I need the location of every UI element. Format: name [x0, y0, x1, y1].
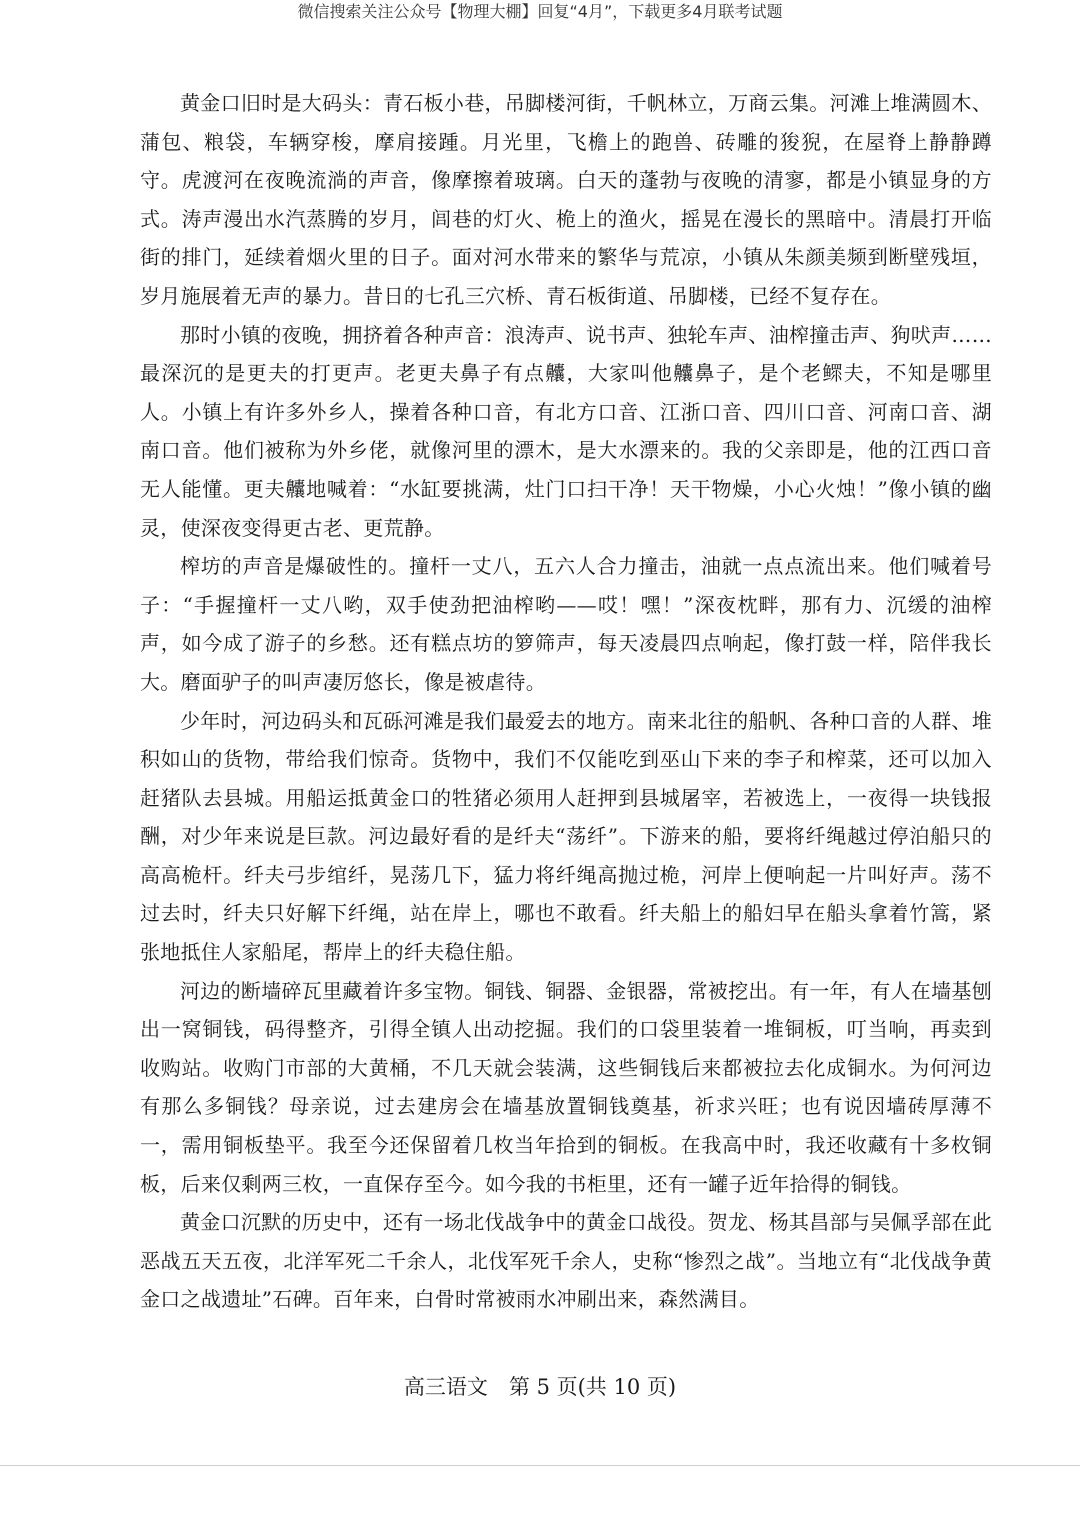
paragraph-3: 榨坊的声音是爆破性的。撞杆一丈八，五六人合力撞击，油就一点点流出来。他们喊着号子：“手握撞杆一丈八哟，双手使劲把油榨哟——哎！嘿！”深夜枕畔，那有力、沉缓的油榨声，如今成了游子的乡愁。还有糕点坊的箩筛声，每天凌晨四点响起，像打鼓一样，陪伴我长大。磨面驴子的叫声凄厉悠长，像是被虐待。 — [140, 554, 992, 694]
paragraph-1: 黄金口旧时是大码头：青石板小巷，吊脚楼河街，千帆林立，万商云集。河滩上堆满圆木、蒲包、粮袋，车辆穿梭，摩肩接踵。月光里，飞檐上的跑兽、砖雕的狻猊，在屋脊上静静蹲守。虎渡河在夜晚流淌的声音，像摩擦着玻璃。白天的蓬勃与夜晚的清寥，都是小镇显身的方式。涛声漫出水汽蒸腾的岁月，闾巷的灯火、桅上的渔火，摇晃在漫长的黑暗中。清晨打开临街的排门，延续着烟火里的日子。面对河水带来的繁华与荒凉，小镇从朱颜美频到断壁残垣，岁月施展着无声的暴力。昔日的七孔三穴桥、青石板街道、吊脚楼，已经不复存在。 — [140, 91, 992, 308]
paragraph-4: 少年时，河边码头和瓦砾河滩是我们最爱去的地方。南来北往的船帆、各种口音的人群、堆积如山的货物，带给我们惊奇。货物中，我们不仅能吃到巫山下来的李子和榨菜，还可以加入赶猪队去县城。用船运抵黄金口的牲猪必须用人赶押到县城屠宰，若被选上，一夜得一块钱报酬，对少年来说是巨款。河边最好看的是纤夫“荡纤”。下游来的船，要将纤绳越过停泊船只的高高桅杆。纤夫弓步绾纤，晃荡几下，猛力将纤绳高抛过桅，河岸上便响起一片叫好声。荡不过去时，纤夫只好解下纤绳，站在岸上，哪也不敢看。纤夫船上的船妇早在船头拿着竹篙，紧张地抵住人家船尾，帮岸上的纤夫稳住船。 — [140, 708, 992, 965]
top-banner: 微信搜索关注公众号【物理大棚】回复“4月”，下载更多4月联考试题 — [297, 2, 783, 21]
page-divider — [0, 1465, 1080, 1466]
paragraph-2: 那时小镇的夜晚，拥挤着各种声音：浪涛声、说书声、独轮车声、油榨撞击声、狗吠声……最深沉的是更夫的打更声。老更夫鼻子有点齉，大家叫他齉鼻子，是个老鳏夫，不知是哪里人。小镇上有许多外乡人，操着各种口音，有北方口音、江浙口音、四川口音、河南口音、湖南口音。他们被称为外乡佬，就像河里的漂木，是大水漂来的。我的父亲即是，他的江西口音无人能懂。更夫齉地喊着：“水缸要挑满，灶门口扫干净！天干物燥，小心火烛！”像小镇的幽灵，使深夜变得更古老、更荒静。 — [140, 322, 992, 540]
page-footer: 高三语文 第 5 页(共 10 页) — [403, 1375, 677, 1399]
article-body — [140, 84, 992, 1319]
paragraph-6: 黄金口沉默的历史中，还有一场北伐战争中的黄金口战役。贺龙、杨其昌部与吴佩孚部在此恶战五天五夜，北洋军死二千余人，北伐军死千余人，史称“惨烈之战”。当地立有“北伐战争黄金口之战遗址”石碑。百年来，白骨时常被雨水冲刷出来，森然满目。 — [140, 1210, 992, 1312]
paragraph-5: 河边的断墙碎瓦里藏着许多宝物。铜钱、铜器、金银器，常被挖出。有一年，有人在墙基刨出一窝铜钱，码得整齐，引得全镇人出动挖掘。我们的口袋里装着一堆铜板，叮当响，再卖到收购站。收购门市部的大黄桶，不几天就会装满，这些铜钱后来都被拉去化成铜水。为何河边有那么多铜钱？母亲说，过去建房会在墙基放置铜钱奠基，祈求兴旺；也有说因墙砖厚薄不一，需用铜板垫平。我至今还保留着几枚当年拾到的铜板。在我高中时，我还收藏有十多枚铜板，后来仅剩两三枚，一直保存至今。如今我的书柜里，还有一罐子近年拾得的铜钱。 — [140, 978, 992, 1196]
